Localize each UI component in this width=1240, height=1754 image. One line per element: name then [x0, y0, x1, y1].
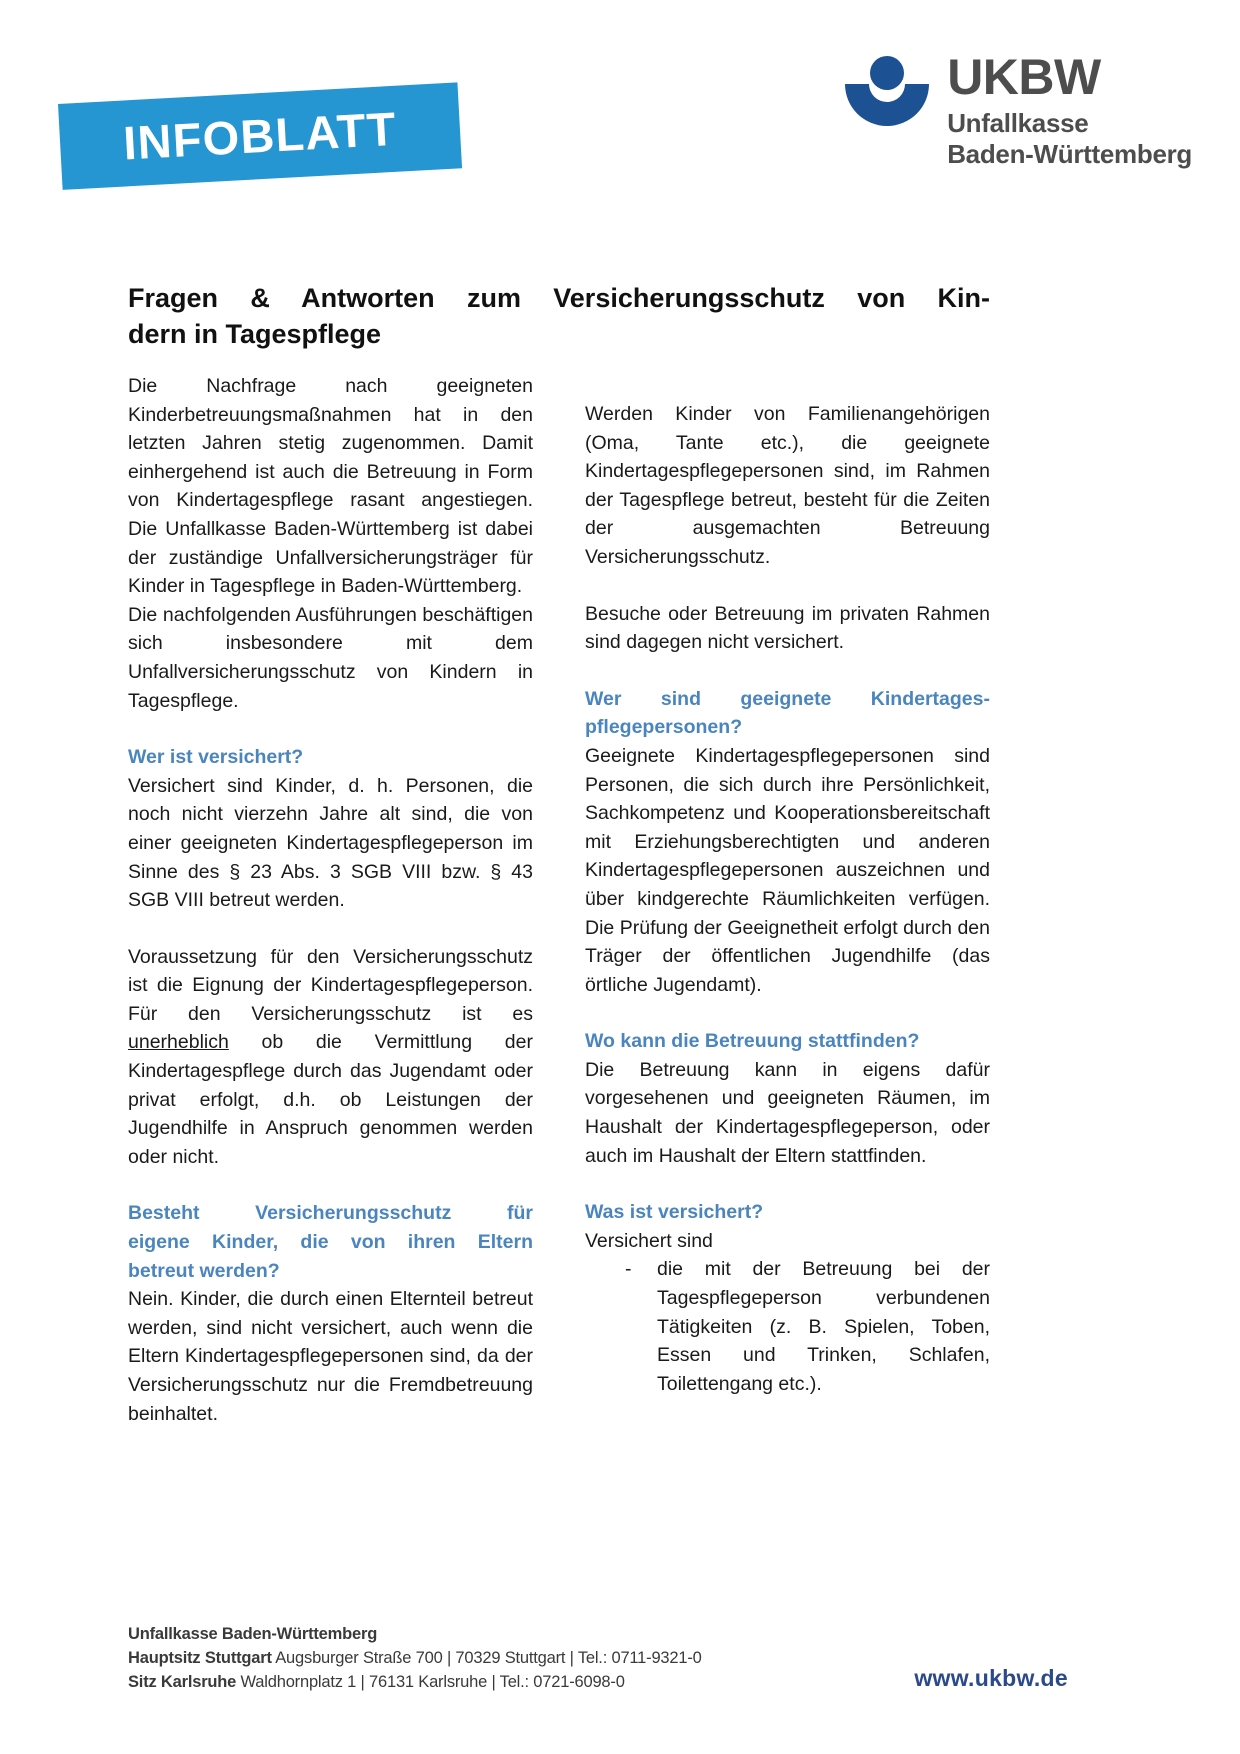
- footer-org: Unfallkasse Baden-Württemberg: [128, 1625, 378, 1643]
- paragraph-versichert-sind: Versichert sind: [585, 1229, 713, 1252]
- paragraph-wer-ist-versichert: Versichert sind Kinder, d. h. Personen, die noch nicht vierzehn Jahre alt sind, die von einer geeigneten Kindertagespflegeperson im Sinne des § 23 Abs. 3 SGB VIII bzw. § 43 SGB VIII betreut werden.: [128, 774, 533, 912]
- heading-eigene-kinder-line2: eigene Kinder, die von ihren Eltern: [128, 1231, 533, 1254]
- infoblatt-banner: [58, 82, 462, 190]
- heading-eigene-kinder: [128, 1199, 533, 1285]
- list-dash-marker: -: [625, 1258, 632, 1281]
- ukbw-person-bowl-logo-icon: [845, 56, 929, 140]
- footer-branch-details: Waldhornplatz 1 | 76131 Karlsruhe | Tel.: 0721-6098-0: [236, 1673, 625, 1691]
- intro-paragraph-2: Die nachfolgenden Ausführungen beschäftigen sich insbesondere mit dem Unfallversicherungsschutz von Kindern in Tagespflege.: [128, 603, 533, 712]
- heading-eigene-kinder-line3: betreut werden?: [128, 1259, 280, 1282]
- emphasis-unerheblich: unerheblich: [128, 1031, 229, 1054]
- footer-hq-details: Augsburger Straße 700 | 70329 Stuttgart | Tel.: 0711-9321-0: [271, 1649, 702, 1667]
- footer-address: [128, 1622, 702, 1694]
- heading-geeignete-pflegepersonen-line1: Wer sind geeignete Kindertages-: [585, 687, 990, 710]
- heading-geeignete-pflegepersonen: [585, 685, 990, 742]
- paragraph-geeignete-pflegepersonen: Geeignete Kindertagespflegepersonen sind Personen, die sich durch ihre Persönlichkeit, Sachkompetenz und Kooperationsbereitschaft mit Erziehungsberechtigten und anderen Kindertagespflegepersonen auszeichnen und über kindgerechte Räumlichkeiten verfügen. Die Prüfung der Geeignetheit erfolgt durch den Träger der öffentlichen Jugendhilfe (das örtliche Jugendamt).: [585, 744, 990, 996]
- heading-wo-betreuung: Wo kann die Betreuung stattfinden?: [585, 1030, 920, 1053]
- content-columns: [128, 372, 990, 1428]
- list-item-label: die mit der Betreuung bei der Tagespflegeperson verbundenen Tätigkeiten (z. B. Spielen, Toben, Essen und Trinken, Schlafen, Toilettengang etc.).: [657, 1258, 990, 1395]
- paragraph-besuche-privat: Besuche oder Betreuung im privaten Rahmen sind dagegen nicht versichert.: [585, 602, 990, 654]
- paragraph-voraussetzung-part1: Voraussetzung für den Versicherungsschutz ist die Eignung der Kindertagespflegeperson. Für den Versicherungsschutz ist es: [128, 945, 533, 1025]
- paragraph-wo-betreuung: Die Betreuung kann in eigens dafür vorgesehenen und geeigneten Räumen, im Haushalt der Kindertagespflegeperson, oder auch im Haushalt der Eltern stattfinden.: [585, 1058, 990, 1167]
- list-item: [585, 1255, 990, 1398]
- ukbw-logo: [845, 49, 1192, 170]
- page-title-line2: dern in Tagespflege: [128, 319, 382, 350]
- logo-brand: UKBW: [947, 49, 1101, 105]
- footer-hq-line: [128, 1646, 702, 1670]
- left-column: [128, 372, 533, 1428]
- intro-paragraph-1: Die Nachfrage nach geeigneten Kinderbetreuungsmaßnahmen hat in den letzten Jahren stetig zugenommen. Damit einhergehend ist auch die Betreuung in Form von Kindertagespflege rasant angestiegen. Die Unfallkasse Baden-Württemberg ist dabei der zuständige Unfallversicherungsträger für Kinder in Tagespflege in Baden-Württemberg.: [128, 375, 533, 598]
- paragraph-voraussetzung-part2: ob die Vermittlung der Kindertagespflege durch das Jugendamt oder privat erfolgt, d.h. ob Leistungen der Jugendhilfe in Anspruch genommen werden oder nicht.: [128, 1031, 533, 1168]
- right-column: [585, 372, 990, 1428]
- heading-wer-ist-versichert: Wer ist versichert?: [128, 746, 304, 769]
- logo-subtitle-line1: Unfallkasse: [947, 108, 1089, 138]
- paragraph-eigene-kinder: Nein. Kinder, die durch einen Elternteil betreut werden, sind nicht versichert, auch wenn die Eltern Kindertagespflegepersonen sind, da der Versicherungsschutz nur die Fremdbetreuung beinhaltet.: [128, 1288, 533, 1425]
- logo-wordmark: [947, 49, 1192, 170]
- heading-was-ist-versichert: Was ist versichert?: [585, 1201, 764, 1224]
- logo-subtitle-line2: Baden-Württemberg: [947, 139, 1192, 169]
- page-header: [0, 0, 1240, 230]
- footer-branch-line: [128, 1670, 702, 1694]
- page-title: [128, 280, 990, 352]
- footer-hq-label: Hauptsitz Stuttgart: [128, 1649, 272, 1667]
- footer-website-url[interactable]: www.ukbw.de: [914, 1665, 1068, 1691]
- versichert-list: [585, 1255, 990, 1398]
- paragraph-familienangehoerige: Werden Kinder von Familienangehörigen (Oma, Tante etc.), die geeignete Kindertagespflegepersonen sind, im Rahmen der Tagespflege betreut, besteht für die Zeiten der ausgemachten Betreuung Versicherungsschutz.: [585, 403, 990, 568]
- footer-branch-label: Sitz Karlsruhe: [128, 1673, 237, 1691]
- infoblatt-banner-label: INFOBLATT: [121, 101, 399, 169]
- page-title-line1: Fragen & Antworten zum Versicherungsschutz von Kin-: [128, 283, 990, 314]
- paragraph-voraussetzung: [128, 943, 533, 1172]
- heading-geeignete-pflegepersonen-line2: pflegepersonen?: [585, 716, 743, 739]
- heading-eigene-kinder-line1: Besteht Versicherungsschutz für: [128, 1202, 533, 1225]
- page-footer: [128, 1622, 1068, 1694]
